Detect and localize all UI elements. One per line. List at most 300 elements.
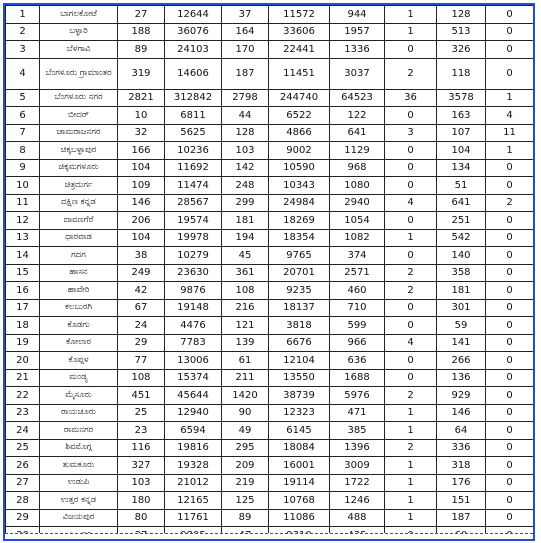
district-name-cell: ಚಿಕ್ಕಮಗಳೂರು <box>40 159 118 177</box>
value-cell: 164 <box>222 23 269 41</box>
value-cell: 4 <box>385 334 437 352</box>
value-cell: 1396 <box>330 439 385 457</box>
serial-number-cell: 1 <box>6 6 40 24</box>
value-cell: 929 <box>437 387 486 405</box>
value-cell: 358 <box>437 264 486 282</box>
value-cell: 1 <box>385 422 437 440</box>
cropped-next-row <box>5 533 533 539</box>
value-cell: 4 <box>486 107 534 125</box>
value-cell: 11572 <box>269 6 330 24</box>
value-cell: 24103 <box>165 41 222 59</box>
district-name-cell: ಉಡುಪಿ <box>40 474 118 492</box>
district-name-cell: ತುಮಕೂರು <box>40 457 118 475</box>
value-cell: 9002 <box>269 142 330 160</box>
table-row <box>6 41 534 59</box>
value-cell: 142 <box>222 159 269 177</box>
table-row <box>6 282 534 300</box>
value-cell: 6676 <box>269 334 330 352</box>
value-cell: 181 <box>437 282 486 300</box>
value-cell: 636 <box>330 352 385 370</box>
value-cell: 1 <box>385 457 437 475</box>
value-cell: 0 <box>385 41 437 59</box>
value-cell: 1 <box>385 492 437 510</box>
table-row <box>6 299 534 317</box>
value-cell: 15374 <box>165 369 222 387</box>
value-cell: 4476 <box>165 317 222 335</box>
table-row <box>6 194 534 212</box>
value-cell: 134 <box>437 159 486 177</box>
serial-number-cell: 12 <box>6 212 40 230</box>
value-cell: 6522 <box>269 107 330 125</box>
value-cell: 51 <box>437 177 486 195</box>
value-cell: 10768 <box>269 492 330 510</box>
value-cell: 29 <box>118 334 165 352</box>
value-cell: 16001 <box>269 457 330 475</box>
serial-number-cell: 14 <box>6 247 40 265</box>
district-name-cell: ದಾವಣಗೆರೆ <box>40 212 118 230</box>
value-cell: 488 <box>330 509 385 527</box>
value-cell: 1957 <box>330 23 385 41</box>
value-cell: 10236 <box>165 142 222 160</box>
district-name-cell: ಶಿವಮೊಗ್ಗ <box>40 439 118 457</box>
value-cell: 1 <box>385 23 437 41</box>
value-cell: 24984 <box>269 194 330 212</box>
value-cell: 1246 <box>330 492 385 510</box>
value-cell: 599 <box>330 317 385 335</box>
value-cell: 968 <box>330 159 385 177</box>
value-cell: 542 <box>437 229 486 247</box>
value-cell: 104 <box>118 229 165 247</box>
value-cell: 0 <box>486 23 534 41</box>
district-name-cell: ಚಿತ್ರದುರ್ಗ <box>40 177 118 195</box>
value-cell: 211 <box>222 369 269 387</box>
value-cell: 0 <box>385 212 437 230</box>
value-cell: 3 <box>385 124 437 142</box>
value-cell: 194 <box>222 229 269 247</box>
document-frame <box>3 3 535 541</box>
district-name-cell: ಚಾಮರಾಜನಗರ <box>40 124 118 142</box>
value-cell: 12165 <box>165 492 222 510</box>
table-row <box>6 509 534 527</box>
value-cell: 219 <box>222 474 269 492</box>
serial-number-cell: 27 <box>6 474 40 492</box>
value-cell: 0 <box>486 439 534 457</box>
value-cell: 0 <box>486 177 534 195</box>
value-cell: 0 <box>385 299 437 317</box>
value-cell: 249 <box>118 264 165 282</box>
table-row <box>6 334 534 352</box>
table-row <box>6 23 534 41</box>
table-row <box>6 177 534 195</box>
value-cell: 3009 <box>330 457 385 475</box>
value-cell: 0 <box>486 474 534 492</box>
table-row <box>6 422 534 440</box>
value-cell: 45644 <box>165 387 222 405</box>
value-cell: 3037 <box>330 58 385 89</box>
value-cell: 318 <box>437 457 486 475</box>
value-cell: 295 <box>222 439 269 457</box>
value-cell: 3818 <box>269 317 330 335</box>
value-cell: 2 <box>486 194 534 212</box>
value-cell: 128 <box>437 6 486 24</box>
value-cell: 0 <box>486 229 534 247</box>
table-row <box>6 404 534 422</box>
value-cell: 1 <box>385 404 437 422</box>
value-cell: 38739 <box>269 387 330 405</box>
value-cell: 12644 <box>165 6 222 24</box>
value-cell: 327 <box>118 457 165 475</box>
value-cell: 11761 <box>165 509 222 527</box>
value-cell: 10343 <box>269 177 330 195</box>
value-cell: 67 <box>118 299 165 317</box>
table-row <box>6 124 534 142</box>
value-cell: 0 <box>486 264 534 282</box>
table-row <box>6 387 534 405</box>
value-cell: 21012 <box>165 474 222 492</box>
value-cell: 0 <box>486 41 534 59</box>
value-cell: 103 <box>118 474 165 492</box>
serial-number-cell: 29 <box>6 509 40 527</box>
value-cell: 9765 <box>269 247 330 265</box>
value-cell: 0 <box>385 107 437 125</box>
value-cell: 0 <box>486 334 534 352</box>
value-cell: 176 <box>437 474 486 492</box>
value-cell: 471 <box>330 404 385 422</box>
serial-number-cell: 4 <box>6 58 40 89</box>
value-cell: 170 <box>222 41 269 59</box>
value-cell: 104 <box>437 142 486 160</box>
value-cell: 0 <box>486 247 534 265</box>
district-name-cell: ರಾಯಚೂರು <box>40 404 118 422</box>
value-cell: 251 <box>437 212 486 230</box>
serial-number-cell: 17 <box>6 299 40 317</box>
district-name-cell: ಕಲಬುರಗಿ <box>40 299 118 317</box>
value-cell: 2940 <box>330 194 385 212</box>
value-cell: 18084 <box>269 439 330 457</box>
value-cell: 18137 <box>269 299 330 317</box>
value-cell: 18354 <box>269 229 330 247</box>
value-cell: 248 <box>222 177 269 195</box>
value-cell: 163 <box>437 107 486 125</box>
district-name-cell: ವಿಜಯಪುರ <box>40 509 118 527</box>
value-cell: 460 <box>330 282 385 300</box>
value-cell: 0 <box>385 247 437 265</box>
value-cell: 19148 <box>165 299 222 317</box>
value-cell: 385 <box>330 422 385 440</box>
value-cell: 122 <box>330 107 385 125</box>
value-cell: 24 <box>118 317 165 335</box>
value-cell: 27 <box>118 6 165 24</box>
value-cell: 6811 <box>165 107 222 125</box>
table-row <box>6 229 534 247</box>
district-name-cell: ರಾಮನಗರ <box>40 422 118 440</box>
value-cell: 128 <box>222 124 269 142</box>
district-name-cell: ಚಿಕ್ಕಬಳ್ಳಾಪುರ <box>40 142 118 160</box>
value-cell: 2821 <box>118 89 165 107</box>
value-cell: 166 <box>118 142 165 160</box>
value-cell: 1054 <box>330 212 385 230</box>
value-cell: 1080 <box>330 177 385 195</box>
value-cell: 312842 <box>165 89 222 107</box>
value-cell: 10279 <box>165 247 222 265</box>
value-cell: 80 <box>118 509 165 527</box>
value-cell: 0 <box>486 369 534 387</box>
district-name-cell: ಹಾವೇರಿ <box>40 282 118 300</box>
serial-number-cell: 22 <box>6 387 40 405</box>
value-cell: 1688 <box>330 369 385 387</box>
table-row <box>6 247 534 265</box>
value-cell: 59 <box>437 317 486 335</box>
value-cell: 12323 <box>269 404 330 422</box>
value-cell: 64 <box>437 422 486 440</box>
value-cell: 116 <box>118 439 165 457</box>
value-cell: 103 <box>222 142 269 160</box>
serial-number-cell: 13 <box>6 229 40 247</box>
value-cell: 0 <box>385 369 437 387</box>
table-row <box>6 212 534 230</box>
value-cell: 301 <box>437 299 486 317</box>
value-cell: 299 <box>222 194 269 212</box>
value-cell: 0 <box>385 159 437 177</box>
value-cell: 244740 <box>269 89 330 107</box>
value-cell: 710 <box>330 299 385 317</box>
value-cell: 374 <box>330 247 385 265</box>
table-row <box>6 492 534 510</box>
value-cell: 11451 <box>269 58 330 89</box>
serial-number-cell: 2 <box>6 23 40 41</box>
district-name-cell: ಗದಗ <box>40 247 118 265</box>
value-cell: 42 <box>118 282 165 300</box>
value-cell: 146 <box>118 194 165 212</box>
table-row <box>6 6 534 24</box>
value-cell: 0 <box>486 352 534 370</box>
table-row <box>6 474 534 492</box>
value-cell: 0 <box>486 6 534 24</box>
value-cell: 0 <box>385 177 437 195</box>
serial-number-cell: 28 <box>6 492 40 510</box>
value-cell: 361 <box>222 264 269 282</box>
value-cell: 23 <box>118 422 165 440</box>
value-cell: 1 <box>385 6 437 24</box>
table-row <box>6 58 534 89</box>
value-cell: 7783 <box>165 334 222 352</box>
table-row <box>6 317 534 335</box>
value-cell: 326 <box>437 41 486 59</box>
value-cell: 49 <box>222 422 269 440</box>
value-cell: 28567 <box>165 194 222 212</box>
value-cell: 0 <box>486 282 534 300</box>
district-name-cell: ಕೋಲಾರ <box>40 334 118 352</box>
value-cell: 139 <box>222 334 269 352</box>
value-cell: 966 <box>330 334 385 352</box>
table-row <box>6 439 534 457</box>
value-cell: 13550 <box>269 369 330 387</box>
value-cell: 206 <box>118 212 165 230</box>
value-cell: 89 <box>222 509 269 527</box>
value-cell: 10 <box>118 107 165 125</box>
value-cell: 1 <box>486 89 534 107</box>
district-name-cell: ಬೆಂಗಳೂರು ಗ್ರಾಮಾಂತರ <box>40 58 118 89</box>
table-row <box>6 159 534 177</box>
value-cell: 0 <box>486 212 534 230</box>
value-cell: 146 <box>437 404 486 422</box>
value-cell: 11 <box>486 124 534 142</box>
value-cell: 11692 <box>165 159 222 177</box>
serial-number-cell: 25 <box>6 439 40 457</box>
serial-number-cell: 15 <box>6 264 40 282</box>
value-cell: 0 <box>486 404 534 422</box>
serial-number-cell: 16 <box>6 282 40 300</box>
table-row <box>6 89 534 107</box>
serial-number-cell: 23 <box>6 404 40 422</box>
serial-number-cell: 26 <box>6 457 40 475</box>
serial-number-cell: 18 <box>6 317 40 335</box>
serial-number-cell: 7 <box>6 124 40 142</box>
value-cell: 12104 <box>269 352 330 370</box>
value-cell: 209 <box>222 457 269 475</box>
value-cell: 32 <box>118 124 165 142</box>
table-row <box>6 142 534 160</box>
value-cell: 19978 <box>165 229 222 247</box>
value-cell: 0 <box>486 299 534 317</box>
value-cell: 37 <box>222 6 269 24</box>
district-name-cell: ಬೆಳಗಾವಿ <box>40 41 118 59</box>
value-cell: 641 <box>437 194 486 212</box>
value-cell: 1 <box>486 142 534 160</box>
value-cell: 216 <box>222 299 269 317</box>
value-cell: 38 <box>118 247 165 265</box>
value-cell: 125 <box>222 492 269 510</box>
value-cell: 0 <box>486 387 534 405</box>
value-cell: 151 <box>437 492 486 510</box>
serial-number-cell: 5 <box>6 89 40 107</box>
district-table <box>5 5 534 541</box>
value-cell: 0 <box>486 492 534 510</box>
value-cell: 77 <box>118 352 165 370</box>
value-cell: 181 <box>222 212 269 230</box>
value-cell: 1 <box>385 474 437 492</box>
district-name-cell: ಬಳ್ಳಾರಿ <box>40 23 118 41</box>
table-row <box>6 264 534 282</box>
value-cell: 5625 <box>165 124 222 142</box>
value-cell: 2 <box>385 387 437 405</box>
value-cell: 1129 <box>330 142 385 160</box>
value-cell: 0 <box>385 317 437 335</box>
value-cell: 36076 <box>165 23 222 41</box>
value-cell: 12940 <box>165 404 222 422</box>
table-body <box>6 6 534 542</box>
value-cell: 19328 <box>165 457 222 475</box>
district-name-cell: ದಕ್ಷಿಣ ಕನ್ನಡ <box>40 194 118 212</box>
serial-number-cell: 10 <box>6 177 40 195</box>
value-cell: 108 <box>118 369 165 387</box>
value-cell: 1336 <box>330 41 385 59</box>
serial-number-cell: 21 <box>6 369 40 387</box>
value-cell: 45 <box>222 247 269 265</box>
value-cell: 44 <box>222 107 269 125</box>
value-cell: 20701 <box>269 264 330 282</box>
value-cell: 107 <box>437 124 486 142</box>
district-name-cell: ಧಾರವಾಡ <box>40 229 118 247</box>
value-cell: 1082 <box>330 229 385 247</box>
value-cell: 36 <box>385 89 437 107</box>
value-cell: 11086 <box>269 509 330 527</box>
serial-number-cell: 11 <box>6 194 40 212</box>
value-cell: 641 <box>330 124 385 142</box>
value-cell: 944 <box>330 6 385 24</box>
value-cell: 64523 <box>330 89 385 107</box>
value-cell: 108 <box>222 282 269 300</box>
value-cell: 0 <box>385 142 437 160</box>
value-cell: 1 <box>385 229 437 247</box>
value-cell: 136 <box>437 369 486 387</box>
value-cell: 0 <box>486 457 534 475</box>
serial-number-cell: 19 <box>6 334 40 352</box>
value-cell: 180 <box>118 492 165 510</box>
value-cell: 104 <box>118 159 165 177</box>
district-name-cell: ಬೀದರ್ <box>40 107 118 125</box>
value-cell: 513 <box>437 23 486 41</box>
value-cell: 2571 <box>330 264 385 282</box>
district-name-cell: ಬೆಂಗಳೂರು ನಗರ <box>40 89 118 107</box>
value-cell: 33606 <box>269 23 330 41</box>
district-name-cell: ಮೈಸೂರು <box>40 387 118 405</box>
value-cell: 2798 <box>222 89 269 107</box>
value-cell: 266 <box>437 352 486 370</box>
value-cell: 140 <box>437 247 486 265</box>
value-cell: 90 <box>222 404 269 422</box>
district-name-cell: ಕೊಡಗು <box>40 317 118 335</box>
value-cell: 18269 <box>269 212 330 230</box>
value-cell: 2 <box>385 439 437 457</box>
value-cell: 188 <box>118 23 165 41</box>
value-cell: 451 <box>118 387 165 405</box>
value-cell: 10590 <box>269 159 330 177</box>
value-cell: 11474 <box>165 177 222 195</box>
value-cell: 0 <box>486 509 534 527</box>
district-name-cell: ಮಂಡ್ಯ <box>40 369 118 387</box>
value-cell: 89 <box>118 41 165 59</box>
value-cell: 14606 <box>165 58 222 89</box>
table-row <box>6 457 534 475</box>
value-cell: 6594 <box>165 422 222 440</box>
value-cell: 25 <box>118 404 165 422</box>
value-cell: 121 <box>222 317 269 335</box>
district-name-cell: ಹಾಸನ <box>40 264 118 282</box>
value-cell: 23630 <box>165 264 222 282</box>
value-cell: 1420 <box>222 387 269 405</box>
value-cell: 13006 <box>165 352 222 370</box>
value-cell: 109 <box>118 177 165 195</box>
value-cell: 5976 <box>330 387 385 405</box>
table-row <box>6 352 534 370</box>
value-cell: 141 <box>437 334 486 352</box>
value-cell: 4866 <box>269 124 330 142</box>
value-cell: 187 <box>222 58 269 89</box>
value-cell: 61 <box>222 352 269 370</box>
value-cell: 319 <box>118 58 165 89</box>
district-name-cell: ಬಾಗಲಕೋಟೆ <box>40 6 118 24</box>
serial-number-cell: 9 <box>6 159 40 177</box>
serial-number-cell: 3 <box>6 41 40 59</box>
serial-number-cell: 6 <box>6 107 40 125</box>
value-cell: 0 <box>486 422 534 440</box>
serial-number-cell: 24 <box>6 422 40 440</box>
value-cell: 1722 <box>330 474 385 492</box>
value-cell: 22441 <box>269 41 330 59</box>
value-cell: 3578 <box>437 89 486 107</box>
district-name-cell: ಉತ್ತರ ಕನ್ನಡ <box>40 492 118 510</box>
